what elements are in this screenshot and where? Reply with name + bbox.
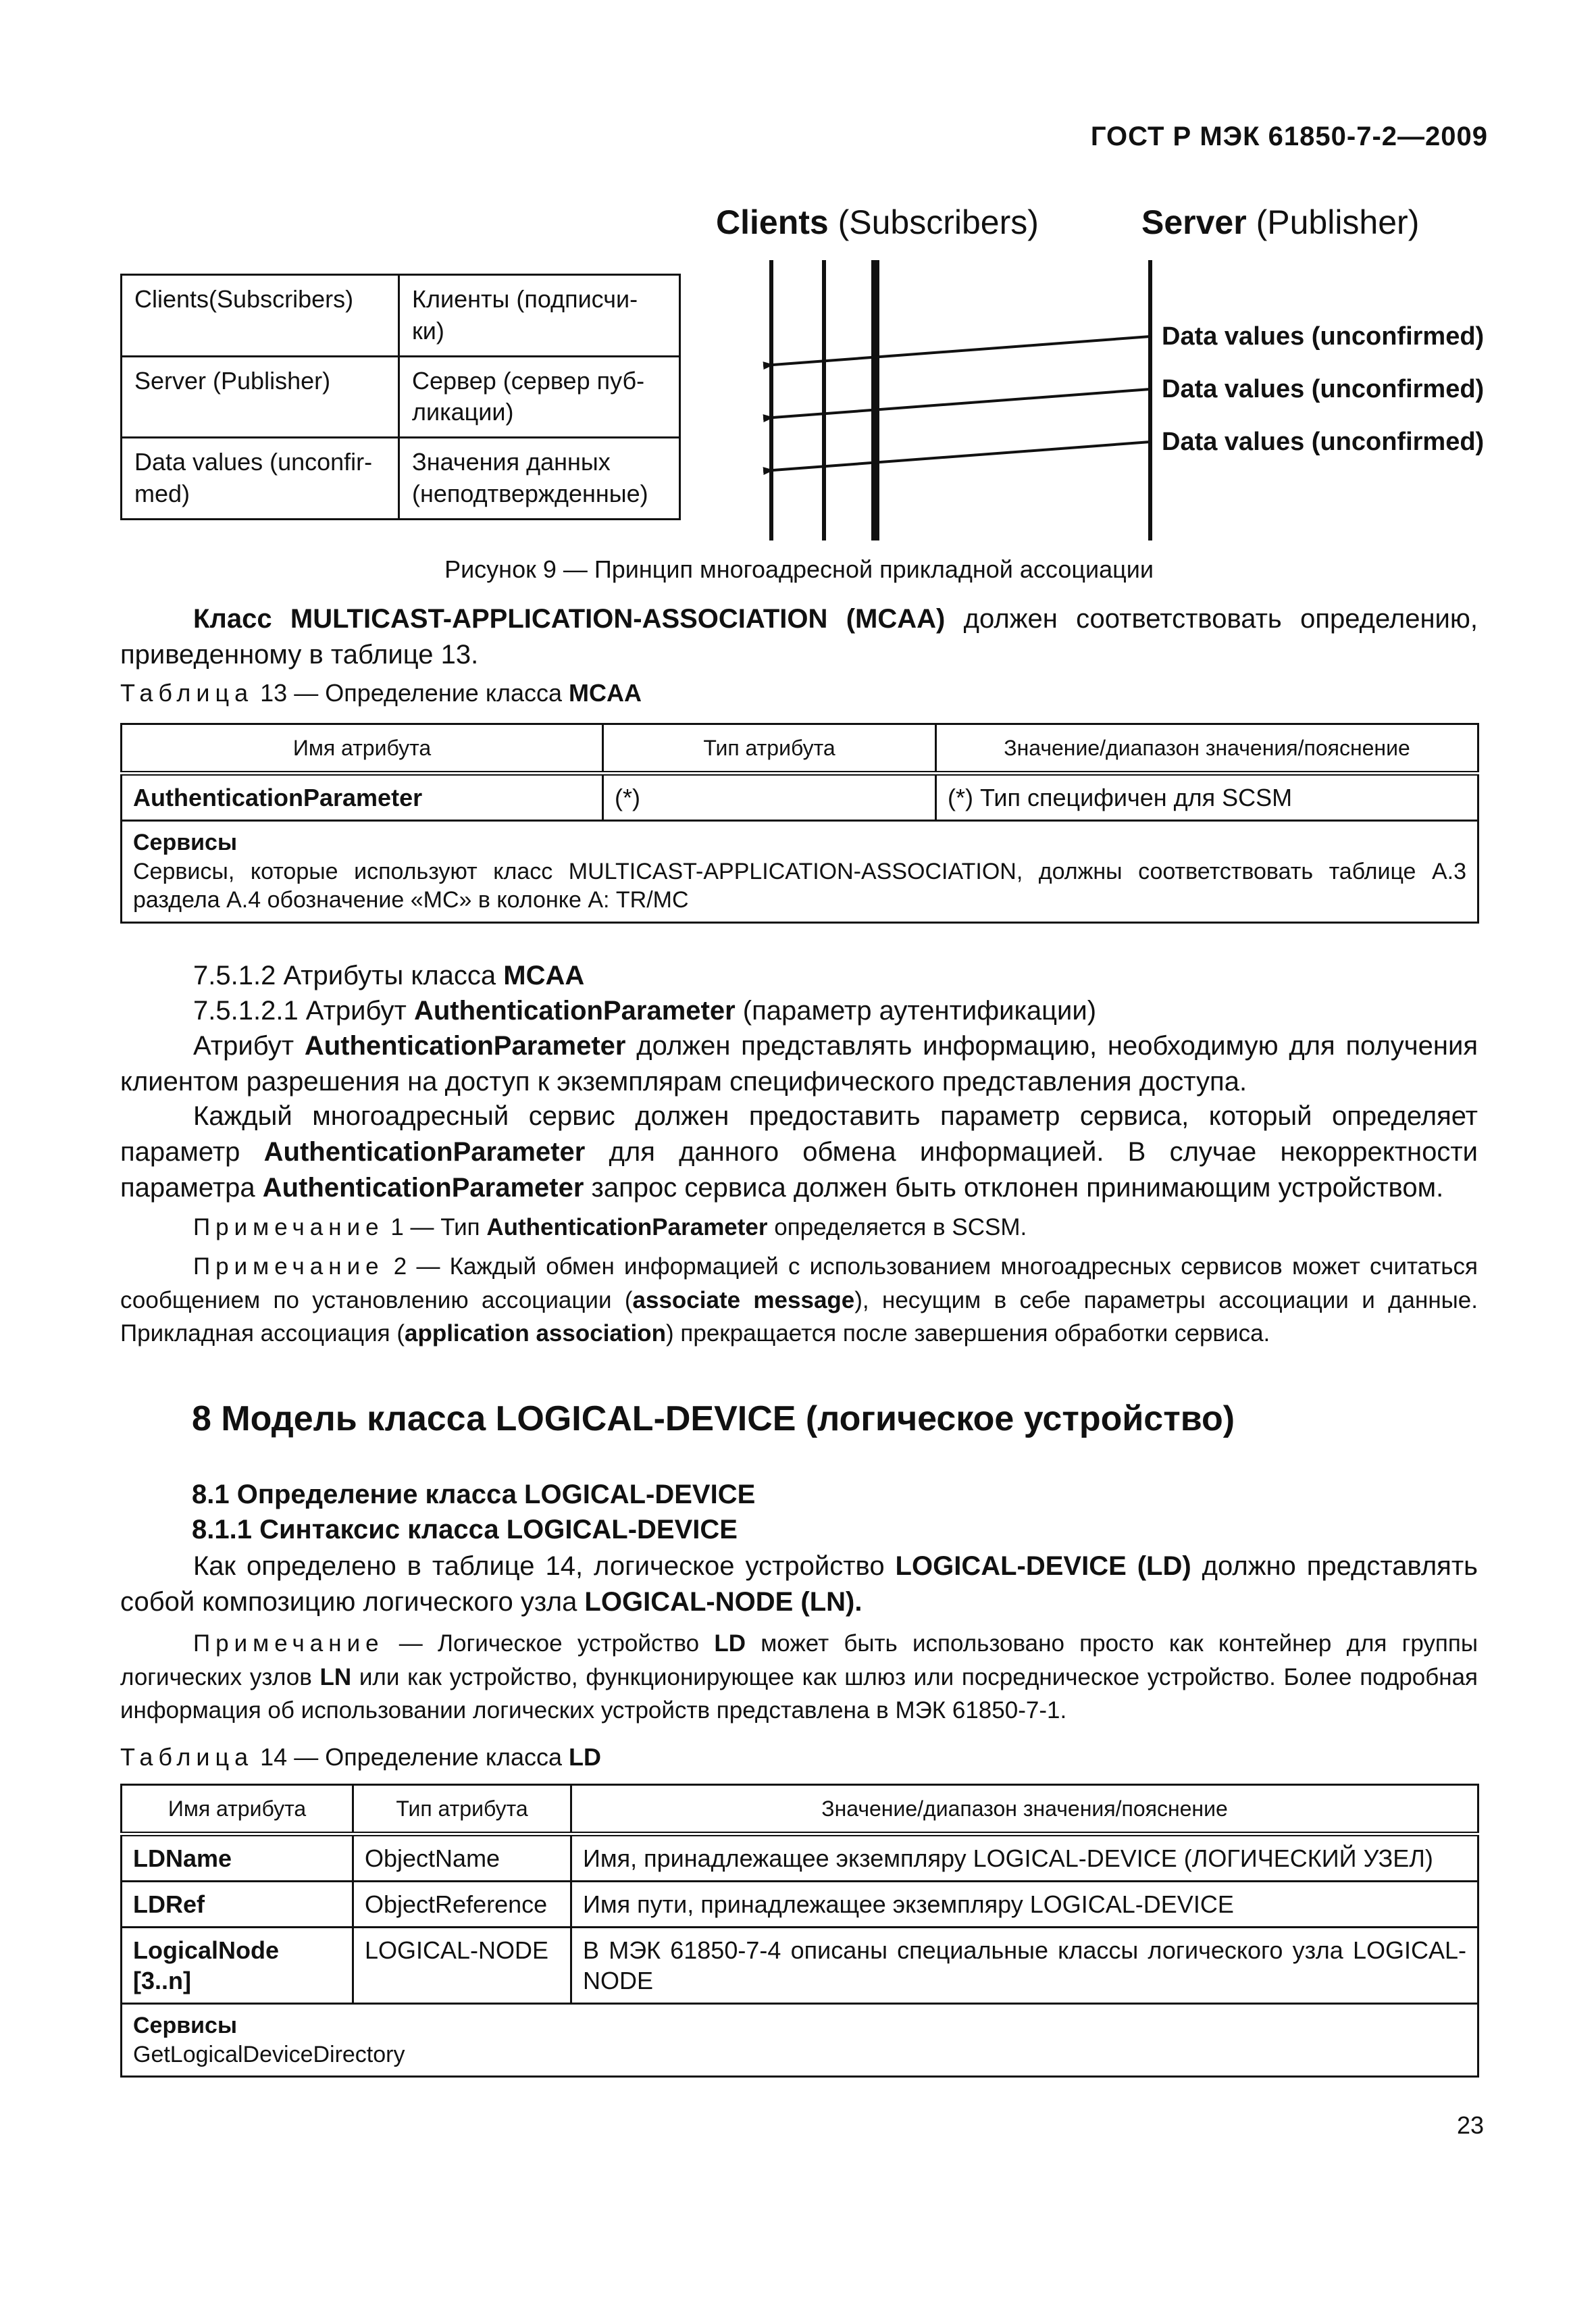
intro-paragraph [120,601,1478,673]
attribute-type: ObjectName [353,1834,571,1882]
services-title: Сервисы [133,2013,237,2038]
services-title: Сервисы [133,830,237,855]
figure-caption: Рисунок 9 — Принцип многоадресной прикладной ассоциации [444,555,1154,583]
attribute-type: LOGICAL-NODE [353,1928,571,2004]
message-label: Data values (unconfirmed) [1162,375,1485,403]
table-row [122,1882,1478,1928]
legend-en: Server (Publisher) [122,356,399,438]
table-row [122,1834,1478,1882]
legend-ru: Значения данных (неподтвержденные) [399,438,680,520]
attribute-name: LogicalNode [3..n] [122,1928,353,2004]
message-arrow [773,389,1150,418]
attribute-value: Имя, принадлежащее экземпляру LOGICAL-DEVICE (ЛОГИЧЕСКИЙ УЗЕЛ) [571,1834,1478,1882]
paragraph-service-parameter: Каждый многоадресный сервис должен предоставить параметр сервиса, который определяет параметр AuthenticationParameter для данного обмена информацией. В случае некорректности параметра AuthenticationParameter запрос сервиса должен быть отклонен принимающим устройством. [120,1101,1478,1203]
table-header-row [122,1785,1478,1834]
table-row [122,774,1478,821]
column-header: Имя атрибута [122,1785,353,1834]
message-arrow [773,336,1150,365]
document-header: ГОСТ Р МЭК 61850-7-2—2009 [1090,122,1488,151]
legend-row [122,438,680,520]
message-arrow [773,442,1150,470]
table14-caption: Таблица 14 — Определение класса LD [120,1743,602,1771]
intro-text: должен соответствовать определению, приведенному в таблице 13. [120,604,1478,670]
note-1: Примечание 1 — Тип AuthenticationParameter определяется в SCSM. [193,1214,1027,1240]
attribute-name: AuthenticationParameter [122,774,603,821]
column-header: Значение/диапазон значения/пояснение [936,724,1478,774]
note-2: Примечание 2 — Каждый обмен информацией с использованием многоадресных сервисов может считаться сообщением по установлению ассоциации (associate message), несущим в себе параметры ассоциации и данные. Прикладная ассоциация (application association) прекращается после завершения обработки сервиса. [120,1253,1478,1347]
subsection-7-5-1-2: 7.5.1.2 Атрибуты класса MCAA [193,961,585,990]
attribute-name: LDName [122,1834,353,1882]
services-row [122,821,1478,923]
legend-ru: Сервер (сервер пуб-ликации) [399,356,680,438]
column-header: Тип атрибута [603,724,936,774]
clients-label: Clients (Subscribers) [716,203,1039,241]
section-8-1-1-heading: 8.1.1 Синтаксис класса LOGICAL-DEVICE [192,1515,738,1544]
services-text: GetLogicalDeviceDirectory [133,2041,405,2067]
attribute-type: ObjectReference [353,1882,571,1928]
services-text: Сервисы, которые используют класс MULTICAST-APPLICATION-ASSOCIATION, должны соответствовать таблице А.3 раздела А.4 обозначение «МС» в колонке А: TR/MC [133,858,1466,913]
legend-en: Data values (unconfir-med) [122,438,399,520]
column-header: Имя атрибута [122,724,603,774]
multicast-diagram [716,196,1493,547]
note-ld: Примечание — Логическое устройство LD может быть использовано просто как контейнер для группы логических узлов LN или как устройство, функционирующее как шлюз или посредническое устройство. Более подробная информация об использовании логических устройств представлена в МЭК 61850-7-1. [120,1630,1478,1724]
column-header: Значение/диапазон значения/пояснение [571,1785,1478,1834]
legend-en: Clients(Subscribers) [122,275,399,357]
section-8-1-heading: 8.1 Определение класса LOGICAL-DEVICE [192,1480,756,1509]
attribute-value: Имя пути, принадлежащее экземпляру LOGICAL-DEVICE [571,1882,1478,1928]
column-header: Тип атрибута [353,1785,571,1834]
figure-legend-table [120,274,681,520]
table-14 [120,1784,1479,2078]
intro-class-name: Класс MULTICAST-APPLICATION-ASSOCIATION (MCAA) [193,604,946,634]
table-header-row [122,724,1478,774]
message-label: Data values (unconfirmed) [1162,428,1485,456]
attribute-value: В МЭК 61850-7-4 описаны специальные классы логического узла LOGICAL-NODE [571,1928,1478,2004]
subsection-7-5-1-2-1: 7.5.1.2.1 Атрибут AuthenticationParameter (параметр аутентификации) [193,996,1097,1026]
table-row [122,1928,1478,2004]
legend-row [122,275,680,357]
table13-caption: Таблица 13 — Определение класса MCAA [120,679,642,707]
paragraph-attribute-description: Атрибут AuthenticationParameter должен представлять информацию, необходимую для получения клиентом разрешения на доступ к экземплярам специфического представления доступа. [120,1031,1478,1097]
section-8-heading: 8 Модель класса LOGICAL-DEVICE (логическое устройство) [192,1399,1235,1438]
legend-ru: Клиенты (подписчи-ки) [399,275,680,357]
attribute-value: (*) Тип специфичен для SCSM [936,774,1478,821]
page-number: 23 [1456,2111,1484,2139]
server-label: Server (Publisher) [1141,203,1420,241]
paragraph-ld-composition: Как определено в таблице 14, логическое устройство LOGICAL-DEVICE (LD) должно представлять собой композицию логического узла LOGICAL-NODE (LN). [120,1551,1478,1617]
legend-row [122,356,680,438]
services-row [122,2004,1478,2077]
table-13 [120,723,1479,924]
attribute-type: (*) [603,774,936,821]
message-label: Data values (unconfirmed) [1162,322,1485,351]
attribute-name: LDRef [122,1882,353,1928]
